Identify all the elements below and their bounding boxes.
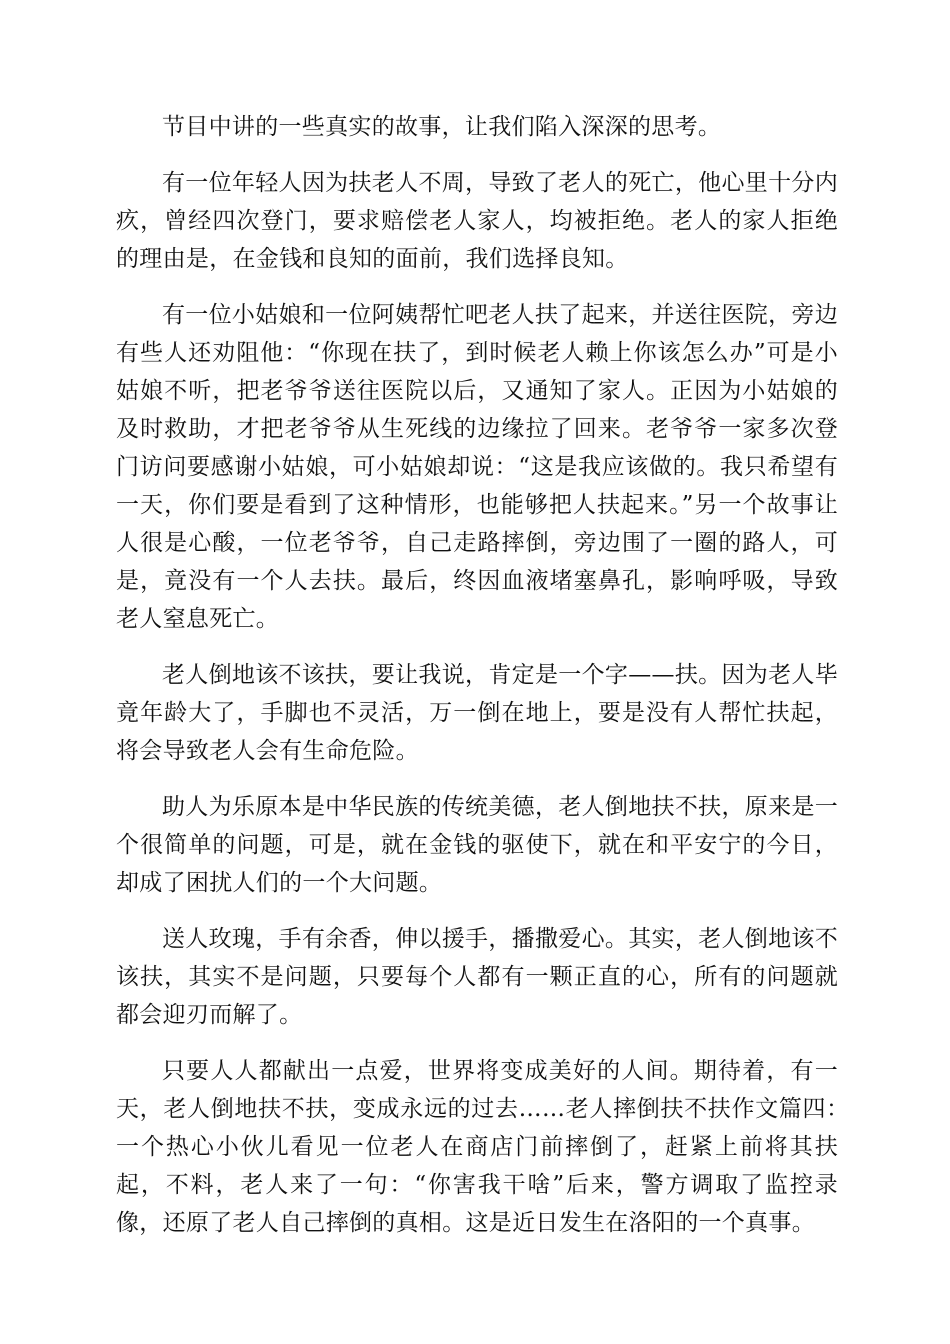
document-page xyxy=(116,108,862,1260)
paragraph-1: 节目中讲的一些真实的故事，让我们陷入深深的思考。 xyxy=(162,114,722,140)
paragraph-2: 有一位年轻人因为扶老人不周，导致了老人的死亡，他心里十分内疚，曾经四次登门，要求赔偿老人家人，均被拒绝。老人的家人拒绝的理由是，在金钱和良知的面前，我们选择良知。 xyxy=(116,170,838,272)
paragraph-7: 只要人人都献出一点爱，世界将变成美好的人间。期待着，有一天，老人倒地扶不扶，变成永远的过去……老人摔倒扶不扶作文篇四： 一个热心小伙儿看见一位老人在商店门前摔倒了，赶紧上前将其扶起，不料，老人来了一句：“你害我干啥”后来，警方调取了监控录像，还原了老人自己摔倒的真相。这是近日发生在洛阳的一个真事。 xyxy=(116,1058,862,1236)
paragraph-6: 送人玫瑰，手有余香，伸以援手，播撒爱心。其实，老人倒地该不该扶，其实不是问题，只要每个人都有一颗正直的心，所有的问题就都会迎刃而解了。 xyxy=(116,926,838,1028)
paragraph-3: 有一位小姑娘和一位阿姨帮忙吧老人扶了起来，并送往医院，旁边有些人还劝阻他：“你现在扶了，到时候老人赖上你该怎么办”可是小姑娘不听，把老爷爷送往医院以后，又通知了家人。正因为小姑娘的及时救助，才把老爷爷从生死线的边缘拉了回来。老爷爷一家多次登门访问要感谢小姑娘，可小姑娘却说：“这是我应该做的。我只希望有一天，你们要是看到了这种情形，也能够把人扶起来。”另一个故事让人很是心酸，一位老爷爷，自己走路摔倒，旁边围了一圈的路人，可是，竟没有一个人去扶。最后，终因血液堵塞鼻孔，影响呼吸，导致老人窒息死亡。 xyxy=(116,302,838,632)
paragraph-4: 老人倒地该不该扶，要让我说，肯定是一个字——扶。因为老人毕竟年龄大了，手脚也不灵活，万一倒在地上，要是没有人帮忙扶起，将会导致老人会有生命危险。 xyxy=(116,662,838,764)
paragraph-5: 助人为乐原本是中华民族的传统美德，老人倒地扶不扶，原来是一个很简单的问题，可是，就在金钱的驱使下，就在和平安宁的今日，却成了困扰人们的一个大问题。 xyxy=(116,794,838,896)
